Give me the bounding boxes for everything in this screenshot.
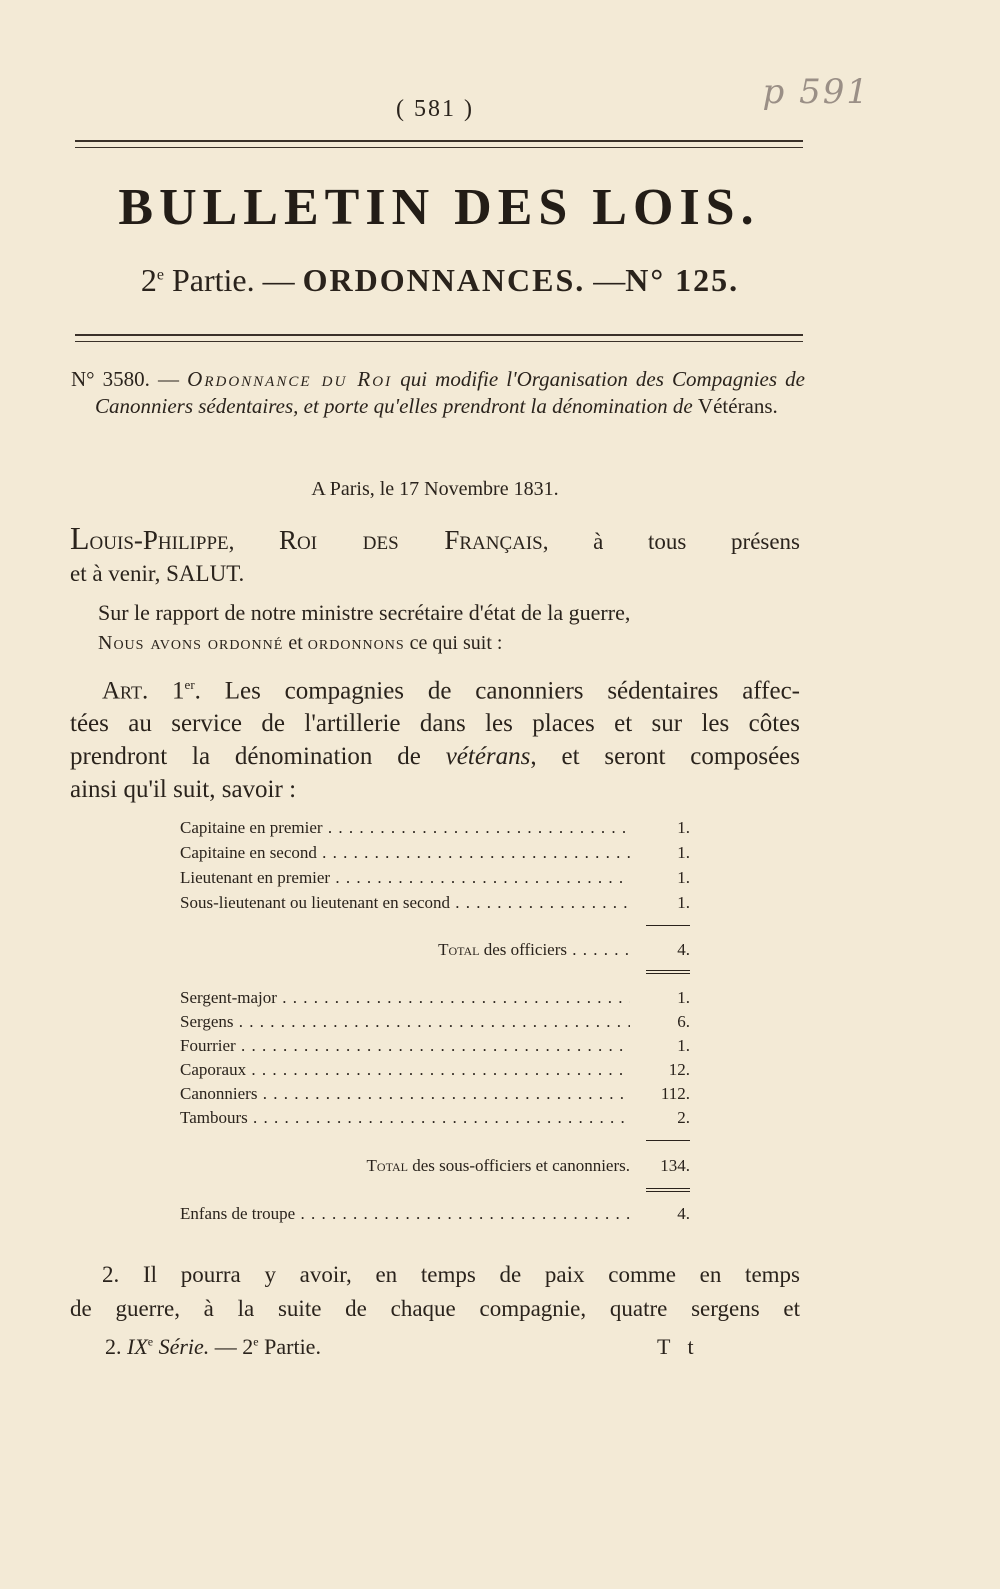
total-label	[180, 940, 630, 960]
row-label: Canonniers . . .	[180, 1084, 630, 1104]
partie-word: Partie. —	[163, 262, 303, 298]
ordonnons-sc2: ordonnons	[307, 632, 405, 654]
footer-serie: IX	[127, 1334, 148, 1359]
row-value: 1.	[677, 868, 690, 887]
table-row	[180, 1084, 690, 1108]
article-1-text-3b: , et seront composées	[530, 743, 800, 771]
bulletin-subtitle	[70, 262, 810, 299]
footer-serie-word: Série.	[153, 1334, 210, 1359]
article-1-line-1	[70, 668, 800, 707]
article-1-line-4: ainsi qu'il suit, savoir :	[70, 776, 297, 804]
table-row	[180, 1036, 690, 1060]
row-value: 4.	[677, 1204, 690, 1223]
footer-partie: Partie.	[258, 1334, 321, 1359]
preamble-rest: , à tous présens	[542, 529, 801, 554]
row-label: Sergens . . .	[180, 1012, 630, 1032]
total-rule	[646, 970, 690, 976]
table-row	[180, 1012, 690, 1036]
footer-dash: — 2	[209, 1334, 254, 1359]
rapport-line: Sur le rapport de notre ministre secrétaire d'état de la guerre,	[98, 600, 631, 625]
top-rule	[75, 140, 803, 148]
article-2	[70, 1258, 800, 1326]
article-label: Art.	[102, 677, 149, 705]
composition-table	[180, 818, 690, 1238]
row-label: Caporaux . . .	[180, 1060, 630, 1080]
ordonnons-mid: et	[283, 632, 308, 654]
row-label: Tambours . . .	[180, 1108, 630, 1128]
subtitle-dash: —	[585, 262, 626, 298]
article-sup: er	[184, 677, 195, 692]
row-label: Sous-lieutenant ou lieutenant en second . . .	[180, 893, 630, 913]
preamble-line-1	[70, 522, 800, 558]
row-label: Capitaine en second . . .	[180, 843, 630, 863]
ordonnances-heading: ORDONNANCES.	[302, 262, 586, 298]
table-row	[180, 868, 690, 892]
ordonnons-sc: Nous avons ordonné	[98, 632, 284, 654]
footer-number: 2.	[105, 1334, 127, 1359]
king-title: Roi des Français	[279, 525, 543, 555]
footer-serie-sup: e	[147, 1334, 154, 1349]
page-footer	[105, 1334, 705, 1360]
total-rule	[646, 1188, 690, 1194]
table-row	[180, 1204, 690, 1228]
row-value: 2.	[677, 1108, 690, 1127]
article-1	[70, 668, 800, 806]
footer-partie-sup: e	[253, 1334, 259, 1349]
article-1-line-2: tées au service de l'artillerie dans les places et sur les côtes	[70, 710, 800, 738]
row-label: Capitaine en premier . . .	[180, 818, 630, 838]
subtitle-rule	[75, 334, 803, 342]
row-label: Sergent-major . . .	[180, 988, 630, 1008]
king-name: ouis-Philippe	[89, 525, 229, 555]
partie-number: 2	[140, 262, 157, 298]
ordonnance-description: qui modifie l'Organisation des Compagnies de Canonniers sédentaires, et porte qu'elles prendront la dénomination de	[95, 367, 805, 418]
table-row	[180, 843, 690, 867]
drop-initial: L	[70, 520, 90, 556]
total-text: des sous-officiers et canonniers.	[407, 1156, 630, 1175]
troops-total-row	[180, 1156, 690, 1180]
row-label: Enfans de troupe . . .	[180, 1204, 630, 1224]
officers-total-row	[180, 940, 690, 964]
total-value: 134.	[660, 1156, 690, 1175]
sum-rule	[646, 925, 690, 926]
footer-signature: T t	[657, 1334, 700, 1359]
article-1-line-3	[70, 740, 800, 773]
total-dots: . . . . . .	[567, 940, 630, 959]
table-row	[180, 1060, 690, 1084]
ordonnance-veterans: Vétérans.	[697, 394, 778, 418]
page-number: ( 581 )	[396, 96, 474, 122]
row-value: 1.	[677, 818, 690, 837]
article-2-line-1: 2. Il pourra y avoir, en temps de paix comme en temps	[102, 1262, 800, 1287]
article-1-text-3a: prendront la dénomination de	[70, 743, 446, 771]
ordonnance-kind: Ordonnance du Roi	[187, 367, 393, 391]
row-value: 1.	[677, 893, 690, 912]
table-row	[180, 1108, 690, 1132]
sum-rule	[646, 1140, 690, 1141]
row-label: Fourrier . . .	[180, 1036, 630, 1056]
veterans-term: vétérans	[445, 743, 531, 771]
ordonnons-end: ce qui suit :	[404, 632, 503, 654]
dateline: A Paris, le 17 Novembre 1831.	[311, 478, 559, 500]
article-1-text-1: . Les compagnies de canonniers sédentaires affec-	[194, 677, 801, 705]
total-value: 4.	[677, 940, 690, 959]
row-value: 1.	[677, 988, 690, 1007]
ordonnance-number: N° 3580. —	[71, 367, 188, 391]
article-num: 1	[148, 677, 185, 705]
total-label	[180, 1156, 630, 1176]
row-value: 12.	[668, 1060, 690, 1079]
article-2-line-2: de guerre, à la suite de chaque compagnie, quatre sergens et	[70, 1296, 800, 1321]
partie-superscript: e	[156, 266, 164, 284]
ordonnance-summary	[71, 366, 805, 420]
row-value: 1.	[677, 843, 690, 862]
total-text: des officiers	[479, 940, 567, 959]
ordonnons-line	[70, 632, 800, 655]
handwritten-note: p 591	[762, 72, 870, 112]
total-sc: Total	[366, 1156, 408, 1175]
bulletin-number: N° 125.	[625, 262, 740, 298]
row-value: 1.	[677, 1036, 690, 1055]
preamble-sep: ,	[228, 529, 280, 554]
table-row	[180, 818, 690, 842]
row-label: Lieutenant en premier . . .	[180, 868, 630, 888]
table-row	[180, 988, 690, 1012]
royal-preamble	[70, 522, 800, 590]
preamble-line-2: et à venir, SALUT.	[70, 561, 245, 586]
row-value: 112.	[660, 1084, 690, 1103]
table-row	[180, 893, 690, 917]
total-sc: Total	[438, 940, 480, 959]
row-value: 6.	[677, 1012, 690, 1031]
bulletin-title: BULLETIN DES LOIS.	[118, 179, 760, 236]
